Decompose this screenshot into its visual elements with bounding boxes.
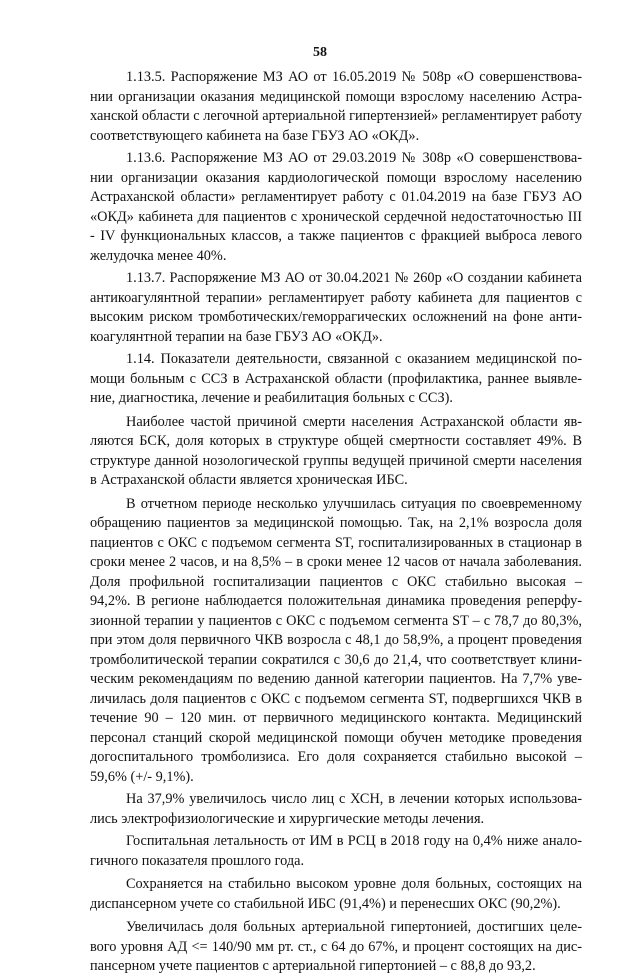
- paragraph-hypertension: Увеличилась доля больных артериальной гипертонией, достигших целевого уровня АД <= 140/90 мм рт. ст., с 64 до 67%, и процент состоящих на диспансерном учете пациентов с артериальной гипертонией – с 88,8 до 93,2.: [90, 919, 582, 974]
- paragraph-1-13-6: 1.13.6. Распоряжение МЗ АО от 29.03.2019 № 308р «О совершенствовании организации оказания кардиологической помощи взрослому населению Астраханской области» регламентирует работу с 01.04.2019 на базе ГБУЗ АО «ОКД» кабинета для пациентов с хронической сердечной недостаточностью III - IV функциональных классов, а также пациентов с фракцией выброса левого желудочка менее 40%.: [90, 150, 582, 264]
- paragraph-dispensary-ibs: Сохраняется на стабильно высоком уровне доля больных, состоящих на диспансерном учете со стабильной ИБС (91,4%) и перенесших ОКС (90,2%).: [90, 876, 582, 912]
- paragraph-1-13-5: 1.13.5. Распоряжение МЗ АО от 16.05.2019 № 508р «О совершенствовании организации оказания медицинской помощи взрослому населению Астраханской области с легочной артериальной гипертензией» регламентирует работу соответствующего кабинета на базе ГБУЗ АО «ОКД».: [90, 69, 582, 144]
- paragraph-hsn: На 37,9% увеличилось число лиц с ХСН, в лечении которых использовались электрофизиологические и хирургические методы лечения.: [90, 791, 582, 827]
- paragraph-1-14: 1.14. Показатели деятельности, связанной с оказанием медицинской помощи больным с ССЗ в Астраханской области (профилактика, раннее выявление, диагностика, лечение и реабилитация больных с ССЗ).: [90, 351, 582, 406]
- paragraph-oks-dynamics: В отчетном периоде несколько улучшилась ситуация по своевременному обращению пациентов за медицинской помощью. Так, на 2,1% возросла доля пациентов с ОКС с подъемом сегмента ST, госпитализированных в стационар в сроки менее 2 часов, и на 8,5% – в сроки менее 12 часов от начала заболевания. Доля профильной госпитализации пациентов с ОКС стабильно высокая – 94,2%. В регионе наблюдается положительная динамика проведения реперфузионной терапии у пациентов с ОКС с подъемом сегмента ST – с 78,7 до 80,3%, при этом доля первичного ЧКВ возросла с 48,1 до 58,9%, а процент проведения тромболитической терапии сократился с 30,6 до 21,4, что соответствует клиническим рекомендациям по ведению данной категории пациентов. На 7,7% увеличилась доля пациентов с ОКС с подъемом сегмента ST, подвергшихся ЧКВ в течение 90 – 120 мин. от первичного медицинского контакта. Медицинский персонал станций скорой медицинской помощи обучен методике проведения догоспитального тромболизиса. Его доля сохраняется стабильно высокой – 59,6% (+/- 9,1%).: [90, 495, 582, 785]
- paragraph-mortality: Наиболее частой причиной смерти населения Астраханской области являются БСК, доля которых в структуре общей смертности составляет 49%. В структуре данной нозологической группы ведущей причиной смерти населения в Астраханской области является хроническая ИБС.: [90, 413, 582, 488]
- page-number: 58: [313, 45, 327, 60]
- paragraph-1-13-7: 1.13.7. Распоряжение МЗ АО от 30.04.2021 № 260р «О создании кабинета антикоагулянтной терапии» регламентирует работу кабинета для пациентов с высоким риском тромботических/геморрагических осложнений на фоне антикоагулянтной терапии на базе ГБУЗ АО «ОКД».: [90, 270, 582, 345]
- page-body: [90, 68, 582, 980]
- paragraph-hospital-mortality: Госпитальная летальность от ИМ в РСЦ в 2018 году на 0,4% ниже аналогичного показателя прошлого года.: [90, 833, 582, 869]
